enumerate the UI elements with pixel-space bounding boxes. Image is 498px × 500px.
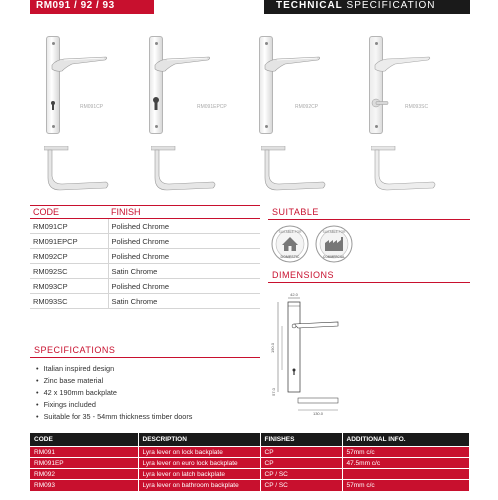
product-label: RM091EPCP	[197, 104, 227, 110]
finish-cell: Polished Chrome	[108, 249, 260, 264]
specifications-heading: SPECIFICATIONS	[34, 345, 116, 355]
code-cell: RM091CP	[30, 219, 108, 234]
description-cell: Lyra lever on lock backplate	[138, 447, 260, 458]
code-column-header: CODE	[30, 206, 108, 219]
code-cell: RM093	[30, 480, 138, 491]
lever-handle-icon	[373, 56, 433, 74]
lever-handle-icon	[153, 56, 213, 74]
description-cell: Lyra lever on bathroom backplate	[138, 480, 260, 491]
table-row	[30, 458, 470, 469]
product-description-table	[30, 433, 470, 491]
finish-cell: Satin Chrome	[108, 294, 260, 309]
table-row	[30, 219, 260, 234]
backplate	[259, 36, 273, 134]
finishes-cell: CP	[260, 447, 342, 458]
code-header: CODE	[30, 433, 138, 447]
description-cell: Lyra lever on euro lock backplate	[138, 458, 260, 469]
code-cell: RM092SC	[30, 264, 108, 279]
spec-item: • Zinc base material	[36, 375, 192, 387]
bathroom-turn-icon	[370, 96, 390, 110]
finish-cell: Satin Chrome	[108, 264, 260, 279]
specifications-rule	[30, 357, 260, 358]
table-row	[30, 234, 260, 249]
product-label: RM091CP	[80, 104, 104, 110]
svg-text:COMMERCIAL: COMMERCIAL	[323, 255, 345, 259]
description-cell: Lyra lever on latch backplate	[138, 469, 260, 480]
additional-info-header: ADDITIONAL INFO.	[342, 433, 470, 447]
finishes-header: FINISHES	[260, 433, 342, 447]
svg-text:42.0: 42.0	[290, 292, 298, 297]
suitable-heading: SUITABLE	[272, 207, 319, 217]
product-codes-title: RM091 / 92 / 93	[36, 0, 115, 11]
lever-handle-icon	[263, 56, 323, 74]
lever-handle-icon	[50, 56, 110, 74]
info-cell: 57mm c/c	[342, 480, 470, 491]
dimension-drawing	[268, 288, 348, 418]
finishes-cell: CP	[260, 458, 342, 469]
domestic-house-icon	[270, 224, 310, 264]
tech-spec-bold: TECHNICAL	[276, 0, 343, 11]
lever-side-view-icon	[371, 146, 439, 192]
backplate	[369, 36, 383, 134]
code-cell: RM091EP	[30, 458, 138, 469]
code-cell: RM091	[30, 447, 138, 458]
info-cell: 57mm c/c	[342, 447, 470, 458]
lever-side-view-icon	[261, 146, 329, 192]
finish-cell: Polished Chrome	[108, 279, 260, 294]
table-row	[30, 249, 260, 264]
svg-text:57.0: 57.0	[271, 388, 276, 396]
svg-text:190.0: 190.0	[270, 342, 275, 354]
spec-item: • Italian inspired design	[36, 363, 192, 375]
finishes-cell: CP / SC	[260, 469, 342, 480]
commercial-factory-icon	[314, 224, 354, 264]
info-cell	[342, 469, 470, 480]
dimensions-heading: DIMENSIONS	[272, 270, 335, 280]
description-header: DESCRIPTION	[138, 433, 260, 447]
product-rm091cp	[40, 36, 140, 196]
code-cell: RM093SC	[30, 294, 108, 309]
table-row	[30, 480, 470, 491]
backplate	[46, 36, 60, 134]
product-rm091epcp	[145, 36, 245, 196]
specifications-list	[36, 363, 192, 423]
finish-cell: Polished Chrome	[108, 219, 260, 234]
code-cell: RM091EPCP	[30, 234, 108, 249]
table-row	[30, 294, 260, 309]
lever-side-view-icon	[44, 146, 112, 192]
tech-spec-title	[276, 0, 436, 12]
euro-cylinder-icon	[152, 96, 160, 112]
table-row	[30, 447, 470, 458]
code-cell: RM093CP	[30, 279, 108, 294]
table-row	[30, 469, 470, 480]
code-finish-table	[30, 205, 260, 309]
finishes-cell: CP / SC	[260, 480, 342, 491]
product-rm093sc	[365, 36, 465, 196]
svg-text:DOMESTIC: DOMESTIC	[280, 255, 300, 259]
product-label: RM092CP	[295, 104, 319, 110]
lever-side-view-icon	[151, 146, 219, 192]
product-label: RM093SC	[405, 104, 429, 110]
svg-text:SUITABLE FOR: SUITABLE FOR	[278, 230, 302, 234]
suitable-rule	[268, 219, 470, 220]
info-cell: 47.5mm c/c	[342, 458, 470, 469]
dimensions-rule	[268, 282, 470, 283]
spec-item: • Fixings included	[36, 399, 192, 411]
code-cell: RM092CP	[30, 249, 108, 264]
finish-cell: Polished Chrome	[108, 234, 260, 249]
finish-column-header: FINISH	[108, 206, 260, 219]
tech-spec-banner	[264, 0, 470, 14]
product-rm092cp	[255, 36, 355, 196]
code-cell: RM092	[30, 469, 138, 480]
spec-item: • 42 x 190mm backplate	[36, 387, 192, 399]
svg-text:SUITABLE FOR: SUITABLE FOR	[322, 230, 346, 234]
svg-text:130.0: 130.0	[312, 411, 324, 416]
tech-spec-rest: SPECIFICATION	[342, 0, 436, 11]
table-row	[30, 279, 260, 294]
table-row	[30, 264, 260, 279]
product-codes-banner	[30, 0, 154, 14]
spec-item: • Suitable for 35 - 54mm thickness timber doors	[36, 411, 192, 423]
keyhole-icon	[49, 100, 57, 112]
header-bar	[0, 0, 498, 14]
backplate	[149, 36, 163, 134]
